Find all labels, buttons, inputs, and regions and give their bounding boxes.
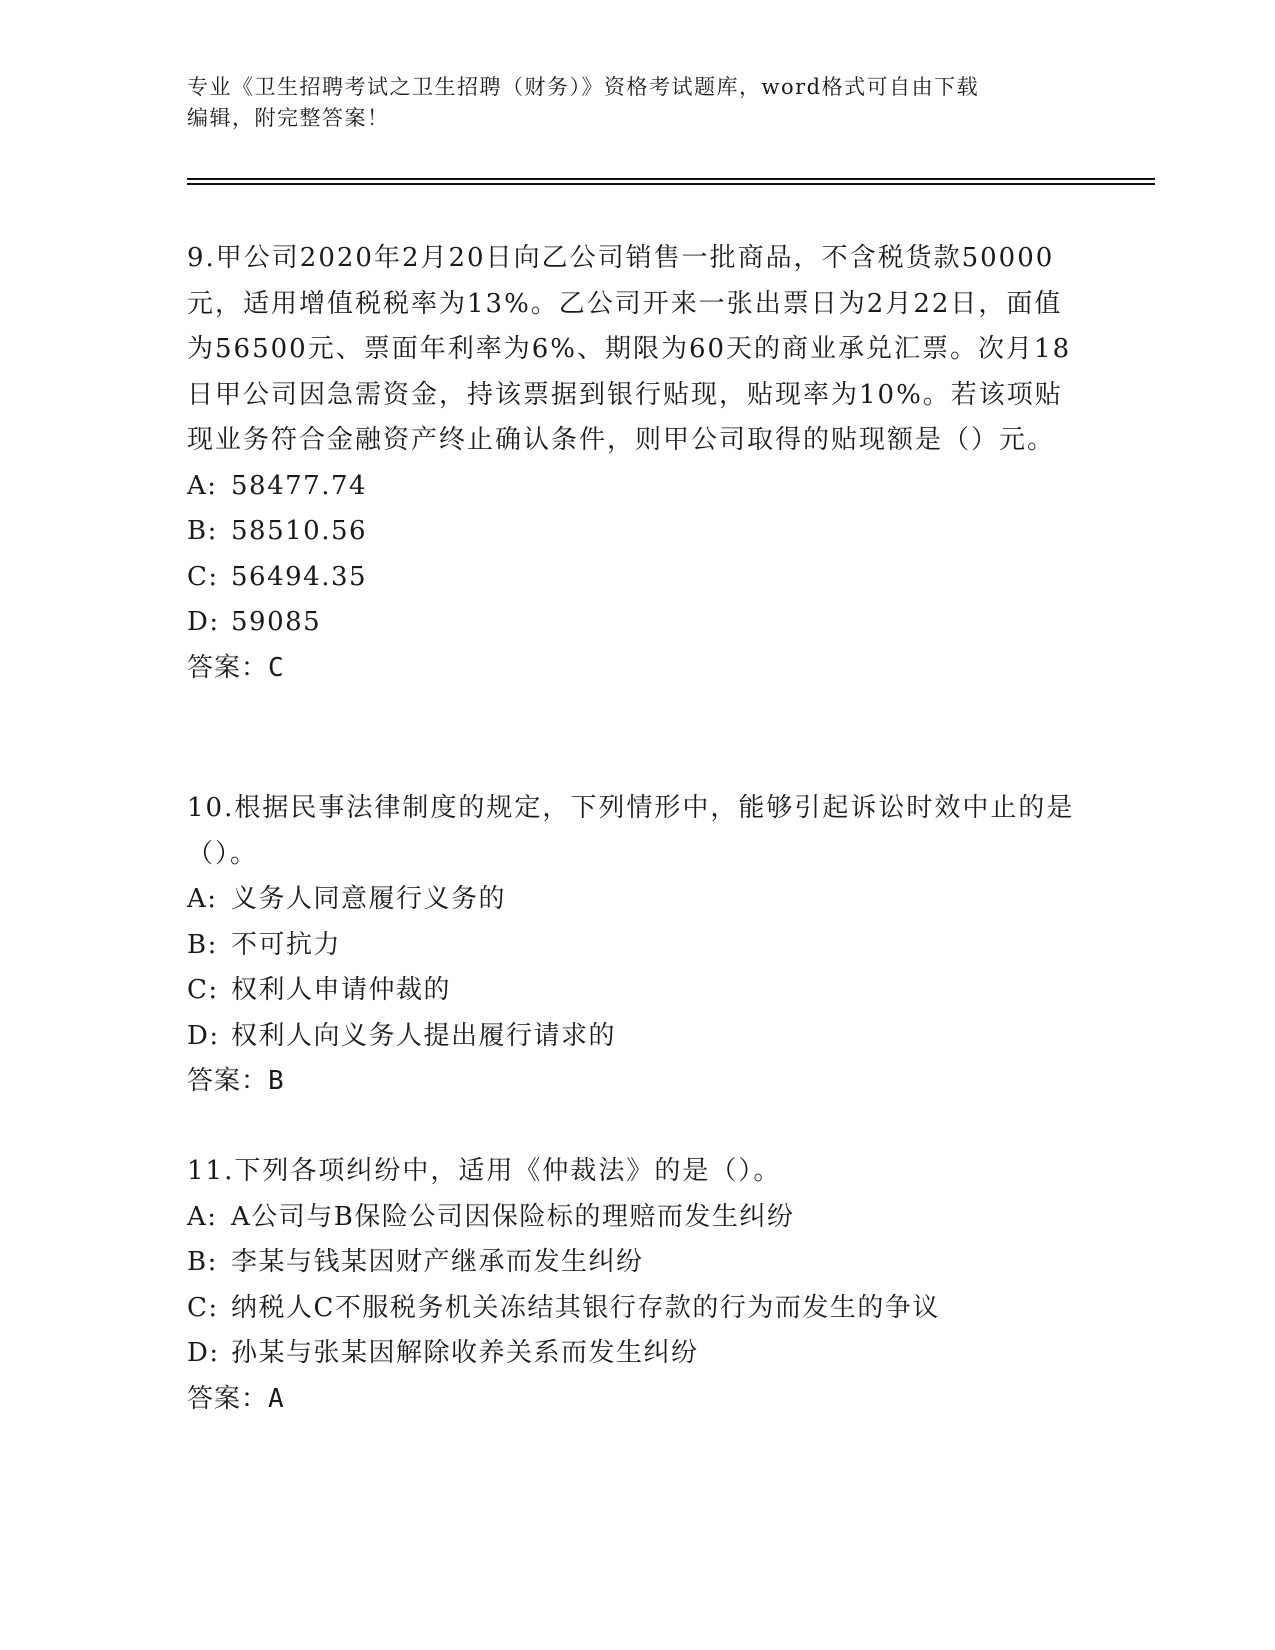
option-b — [187, 509, 1087, 555]
option-key: D: — [187, 607, 220, 637]
answer-label: 答案： — [187, 1066, 269, 1096]
header-line-1: 专业《卫生招聘考试之卫生招聘（财务）》资格考试题库，word格式可自由下载 — [187, 75, 980, 99]
option-c — [187, 968, 1087, 1014]
option-text: 权利人申请仲裁的 — [231, 975, 452, 1005]
question-10 — [187, 786, 1087, 1105]
answer-value: A — [268, 1383, 285, 1414]
option-text: 58477.74 — [231, 470, 368, 501]
question-9 — [187, 236, 1087, 691]
option-key: C: — [187, 975, 219, 1005]
answer-label: 答案： — [187, 1383, 269, 1414]
header-divider-bottom — [187, 183, 1155, 185]
option-text: 孙某与张某因解除收养关系而发生纠纷 — [231, 1338, 699, 1368]
option-text: 义务人同意履行义务的 — [231, 884, 507, 914]
option-key: B: — [187, 1247, 218, 1277]
option-text: 59085 — [231, 607, 322, 637]
question-stem: 11.下列各项纠纷中，适用《仲裁法》的是（）。 — [187, 1156, 782, 1186]
answer-value: C — [268, 652, 285, 683]
option-text: A公司与B保险公司因保险标的理赔而发生纠纷 — [231, 1201, 795, 1232]
answer-line — [187, 646, 1087, 692]
header-line-2: 编辑，附完整答案！ — [187, 106, 390, 130]
option-key: A: — [187, 1201, 218, 1232]
question-stem: 9.甲公司2020年2月20日向乙公司销售一批商品，不含税货款50000元，适用增值税税率为13%。乙公司开来一张出票日为2月22日，面值为56500元、票面年利率为6%、期限为60天的商业承兑汇票。次月18日甲公司因急需资金，持该票据到银行贴现，贴现率为10%。若该项贴现业务符合金融资产终止确认条件，则甲公司取得的贴现额是（）元。 — [187, 243, 1072, 455]
option-a — [187, 464, 1087, 510]
option-a — [187, 1195, 1087, 1241]
answer-label: 答案： — [187, 652, 269, 683]
option-c — [187, 1286, 1087, 1332]
option-text: 58510.56 — [231, 516, 368, 546]
option-d — [187, 1014, 1087, 1060]
answer-line — [187, 1059, 1087, 1105]
option-key: A: — [187, 470, 218, 501]
option-key: B: — [187, 929, 218, 960]
option-d — [187, 1331, 1087, 1377]
document-header — [187, 72, 1067, 134]
option-key: C: — [187, 1292, 219, 1323]
question-stem: 10.根据民事法律制度的规定，下列情形中，能够引起诉讼时效中止的是（）。 — [187, 793, 1075, 869]
option-text: 纳税人C不服税务机关冻结其银行存款的行为而发生的争议 — [231, 1292, 940, 1323]
option-text: 不可抗力 — [231, 929, 342, 960]
header-divider-top — [187, 178, 1155, 180]
option-b — [187, 923, 1087, 969]
option-text: 56494.35 — [231, 561, 368, 592]
option-text: 李某与钱某因财产继承而发生纠纷 — [231, 1247, 644, 1277]
option-d — [187, 600, 1087, 646]
option-text: 权利人向义务人提出履行请求的 — [231, 1020, 617, 1051]
option-key: C: — [187, 561, 219, 592]
option-c — [187, 555, 1087, 601]
option-key: D: — [187, 1338, 220, 1368]
option-key: A: — [187, 884, 218, 914]
question-11 — [187, 1149, 1087, 1422]
option-key: D: — [187, 1020, 220, 1051]
option-a — [187, 877, 1087, 923]
answer-line — [187, 1377, 1087, 1423]
option-b — [187, 1240, 1087, 1286]
answer-value: B — [268, 1066, 285, 1096]
option-key: B: — [187, 516, 218, 546]
